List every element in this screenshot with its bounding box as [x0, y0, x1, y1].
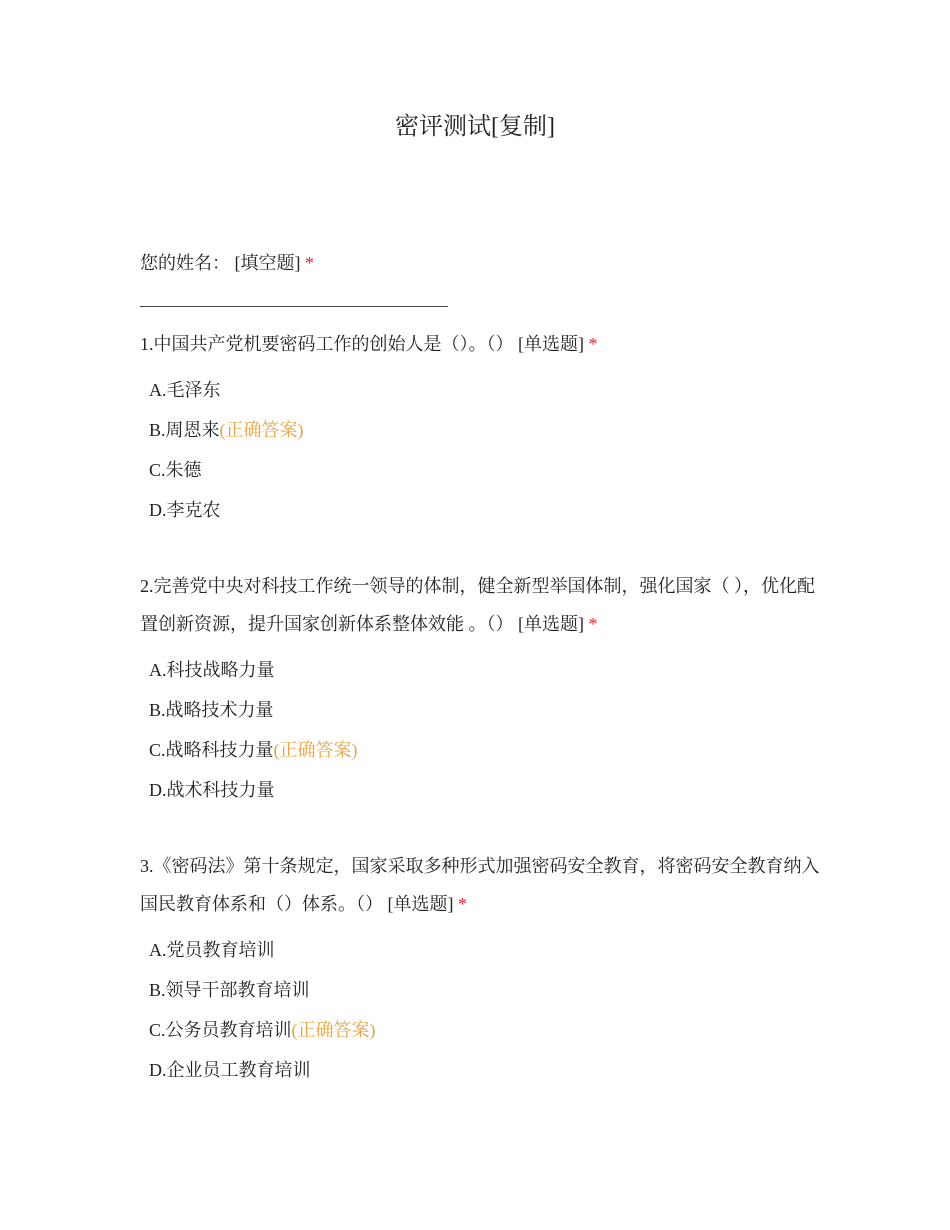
question-1	[140, 325, 820, 363]
question-2	[140, 567, 820, 643]
option-a[interactable]	[149, 370, 304, 410]
question-1-text: 1.中国共产党机要密码工作的创始人是（）。（）	[140, 334, 514, 354]
required-mark: *	[588, 614, 598, 634]
question-type-tag: [单选题]	[387, 894, 454, 914]
required-mark: *	[305, 253, 314, 273]
option-label: A.毛泽东	[149, 380, 221, 400]
option-b[interactable]	[149, 690, 358, 730]
question-1-options	[149, 370, 304, 530]
correct-answer-note: (正确答案)	[291, 1020, 376, 1040]
question-3-options	[149, 930, 376, 1090]
required-mark: *	[588, 334, 598, 354]
correct-answer-note: (正确答案)	[273, 740, 358, 760]
option-label: C.公务员教育培训	[149, 1020, 292, 1040]
name-answer-blank[interactable]	[140, 306, 448, 307]
option-label: C.朱德	[149, 460, 202, 480]
page-title: 密评测试[复制]	[395, 114, 555, 140]
option-a[interactable]	[149, 650, 358, 690]
option-label: B.战略技术力量	[149, 700, 274, 720]
question-type-tag: [单选题]	[518, 614, 584, 634]
option-b[interactable]	[149, 410, 304, 450]
option-label: B.周恩来	[149, 420, 220, 440]
option-label: A.党员教育培训	[149, 940, 275, 960]
option-c[interactable]	[149, 1010, 376, 1050]
option-d[interactable]	[149, 1050, 376, 1090]
option-label: A.科技战略力量	[149, 660, 275, 680]
required-mark: *	[458, 894, 467, 914]
option-label: D.企业员工教育培训	[149, 1060, 311, 1080]
question-type-tag: [单选题]	[518, 334, 584, 354]
option-label: B.领导干部教育培训	[149, 980, 310, 1000]
option-label: D.战术科技力量	[149, 780, 275, 800]
option-d[interactable]	[149, 490, 304, 530]
option-label: C.战略科技力量	[149, 740, 274, 760]
question-3	[140, 847, 820, 923]
option-c[interactable]	[149, 730, 358, 770]
question-2-text: 2.完善党中央对科技工作统一领导的体制，健全新型举国体制，强化国家（ ），优化配置创新资源，提升国家创新体系整体效能 。（）	[140, 576, 815, 634]
option-c[interactable]	[149, 450, 304, 490]
option-a[interactable]	[149, 930, 376, 970]
option-d[interactable]	[149, 770, 358, 810]
correct-answer-note: (正确答案)	[219, 420, 304, 440]
question-3-text: 3.《密码法》第十条规定，国家采取多种形式加强密码安全教育，将密码安全教育纳入国民教育体系和（）体系。（）	[140, 856, 820, 914]
question-2-options	[149, 650, 358, 810]
question-type-tag: [填空题]	[234, 253, 301, 273]
question-name	[140, 244, 820, 282]
option-label: D.李克农	[149, 500, 221, 520]
option-b[interactable]	[149, 970, 376, 1010]
question-name-label: 您的姓名：	[140, 253, 230, 273]
